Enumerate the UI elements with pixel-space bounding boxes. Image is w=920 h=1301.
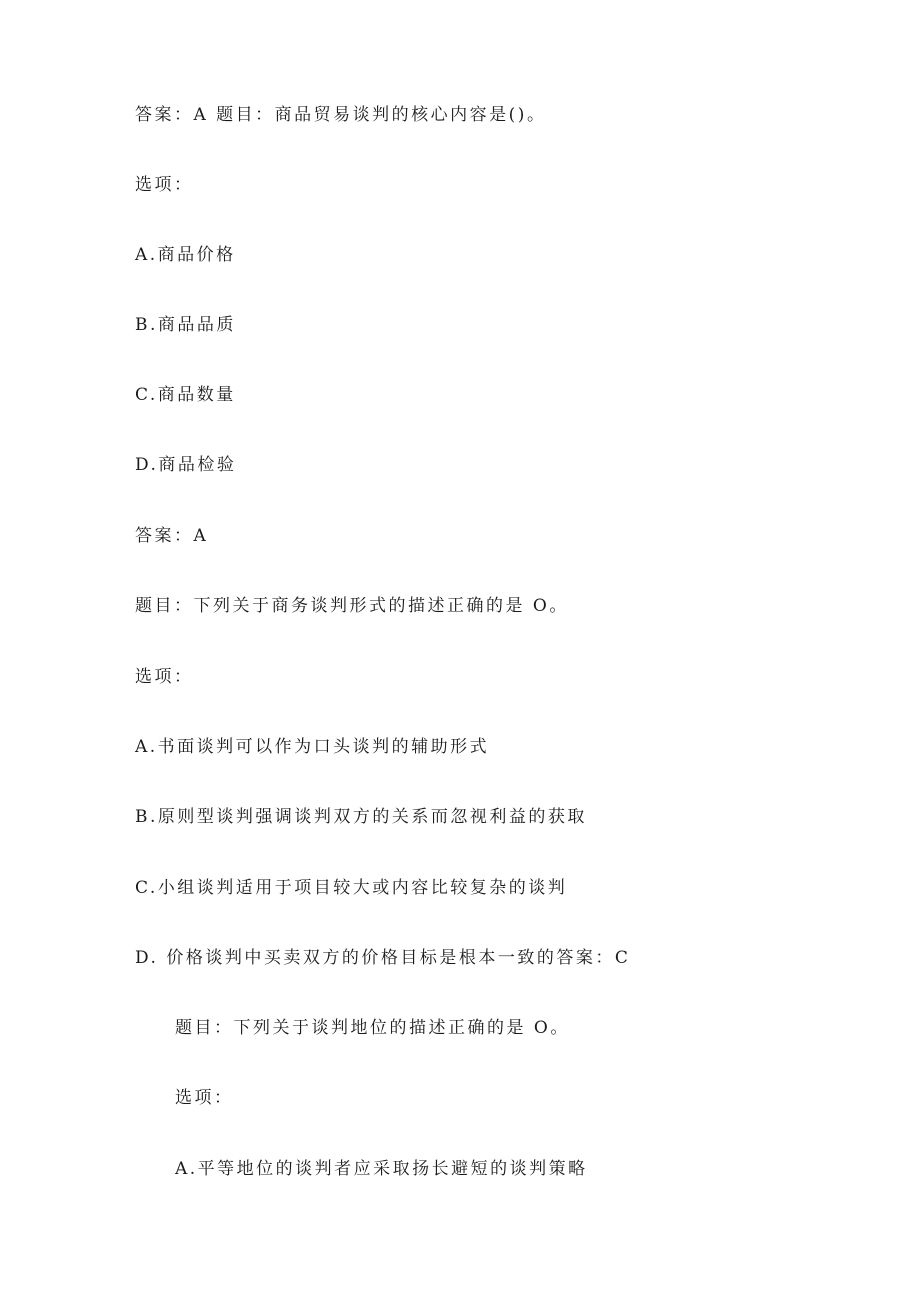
question-3: 题目：下列关于谈判地位的描述正确的是 O。 — [175, 1018, 570, 1038]
option-c-2: C.小组谈判适用于项目较大或内容比较复杂的谈判 — [135, 878, 568, 898]
answer-and-question-1: 答案：A 题目：商品贸易谈判的核心内容是()。 — [135, 105, 547, 125]
question-2: 题目：下列关于商务谈判形式的描述正确的是 O。 — [135, 596, 569, 616]
option-d-and-answer-2: D. 价格谈判中买卖双方的价格目标是根本一致的答案：C — [135, 948, 631, 968]
option-a-2: A.书面谈判可以作为口头谈判的辅助形式 — [135, 737, 490, 757]
options-label-1: 选项： — [135, 175, 194, 195]
option-a-1: A.商品价格 — [135, 245, 236, 265]
option-b-1: B.商品品质 — [135, 315, 236, 335]
answer-1: 答案：A — [135, 526, 209, 546]
option-a-3: A.平等地位的谈判者应采取扬长避短的谈判策略 — [175, 1159, 588, 1179]
options-label-3: 选项： — [175, 1088, 234, 1108]
option-d-1: D.商品检验 — [135, 455, 237, 475]
option-c-1: C.商品数量 — [135, 385, 236, 405]
option-b-2: B.原则型谈判强调谈判双方的关系而忽视利益的获取 — [135, 807, 587, 827]
options-label-2: 选项： — [135, 667, 194, 687]
